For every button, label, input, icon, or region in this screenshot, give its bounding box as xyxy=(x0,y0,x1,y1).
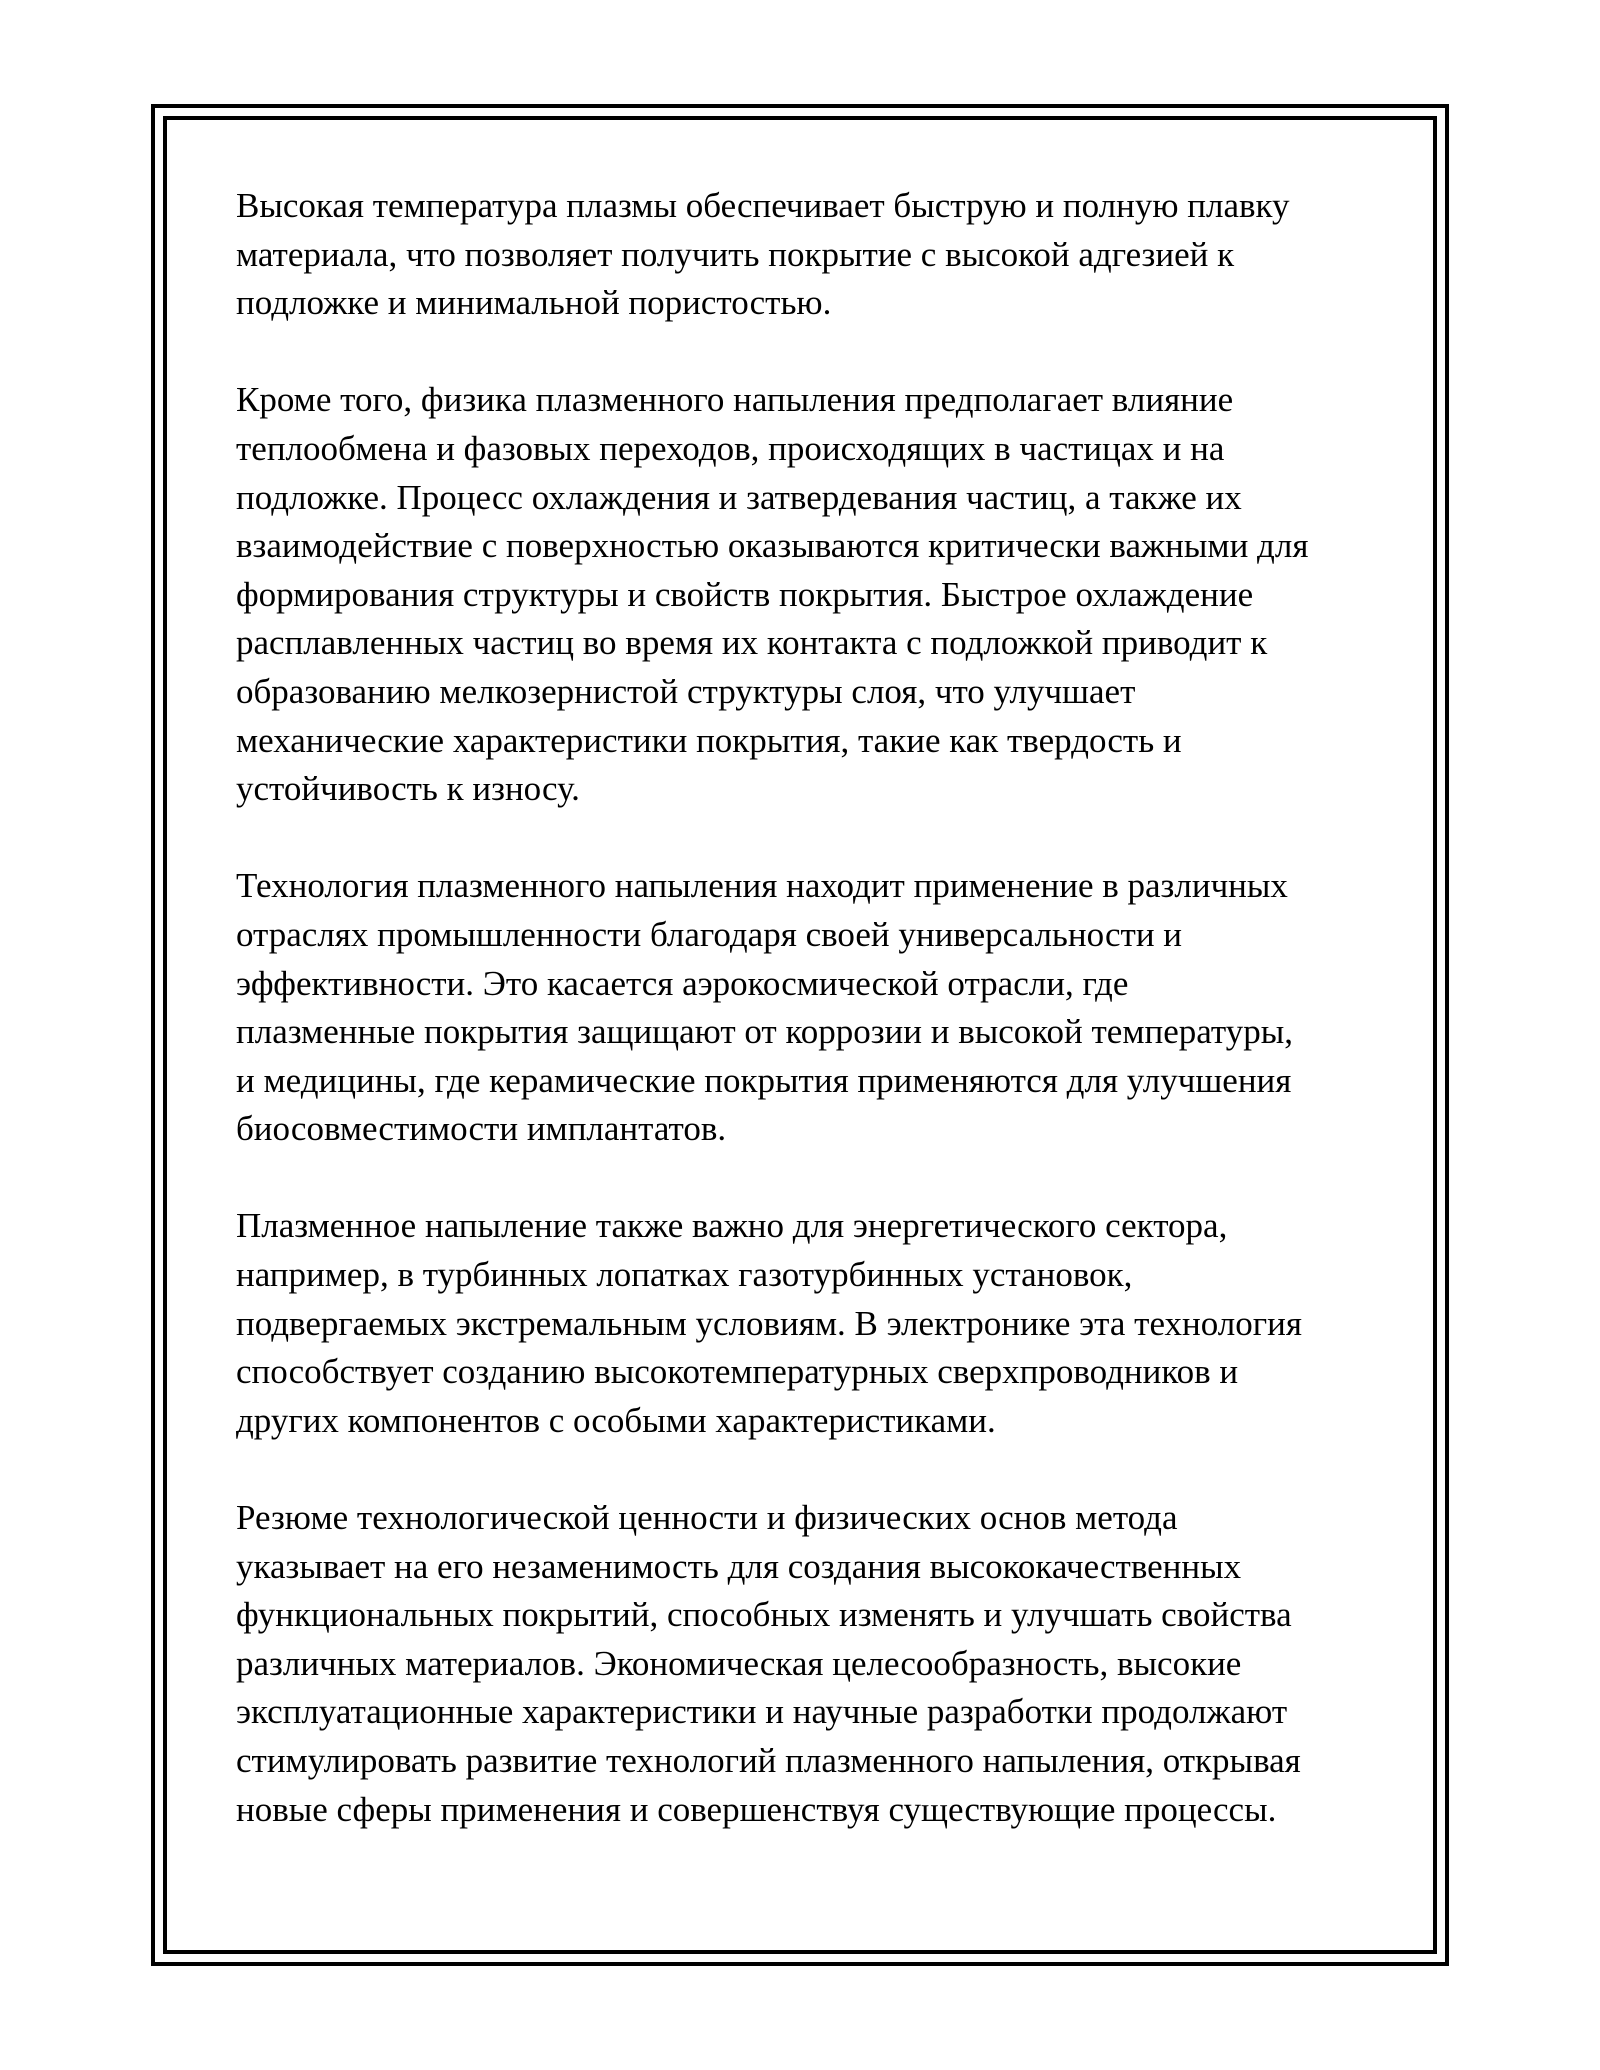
text-line: указывает на его незаменимость для создания высококачественных xyxy=(236,1546,1242,1586)
text-line: материала, что позволяет получить покрытие с высокой адгезией к xyxy=(236,234,1235,274)
text-line: стимулировать развитие технологий плазменного напыления, открывая xyxy=(236,1741,1301,1780)
text-line: взаимодействие с поверхностью оказываются критически важными для xyxy=(236,526,1309,566)
text-line: Технология плазменного напыления находит применение в различных xyxy=(236,866,1288,906)
text-line: Высокая температура плазмы обеспечивает быструю и полную плавку xyxy=(236,186,1290,225)
text-line: подложке и минимальной пористостью. xyxy=(236,283,832,323)
text-line: различных материалов. Экономическая целесообразность, высокие xyxy=(236,1643,1242,1683)
text-line: Кроме того, физика плазменного напыления предполагает влияние xyxy=(236,380,1234,420)
text-line: подвергаемых экстремальным условиям. В электронике эта технология xyxy=(236,1303,1302,1343)
text-line: других компонентов с особыми характеристиками. xyxy=(236,1400,996,1440)
text-line: расплавленных частиц во время их контакта с подложкой приводит к xyxy=(236,623,1268,663)
text-line: отраслях промышленности благодаря своей универсальности и xyxy=(236,914,1183,954)
paragraph-3 xyxy=(236,862,1376,1154)
text-line: Плазменное напыление также важно для энергетического сектора, xyxy=(236,1206,1228,1246)
text-line: подложке. Процесс охлаждения и затвердевания частиц, а также их xyxy=(236,477,1242,517)
paragraph-1 xyxy=(236,182,1376,328)
text-line: функциональных покрытий, способных изменять и улучшать свойства xyxy=(236,1595,1292,1635)
text-line: биосовместимости имплантатов. xyxy=(236,1109,727,1149)
text-line: образованию мелкозернистой структуры слоя, что улучшает xyxy=(236,671,1136,711)
text-line: новые сферы применения и совершенствуя существующие процессы. xyxy=(236,1789,1277,1829)
text-line: способствует созданию высокотемпературных сверхпроводников и xyxy=(236,1352,1239,1392)
text-line: и медицины, где керамические покрытия применяются для улучшения xyxy=(236,1060,1292,1100)
text-line: устойчивость к износу. xyxy=(236,769,580,809)
text-line: Резюме технологической ценности и физических основ метода xyxy=(236,1498,1178,1538)
text-line: теплообмена и фазовых переходов, происходящих в частицах и на xyxy=(236,428,1225,468)
text-line: например, в турбинных лопатках газотурбинных установок, xyxy=(236,1255,1133,1295)
text-line: эффективности. Это касается аэрокосмической отрасли, где xyxy=(236,963,1129,1003)
text-line: эксплуатационные характеристики и научные разработки продолжают xyxy=(236,1692,1288,1732)
text-line: механические характеристики покрытия, такие как твердость и xyxy=(236,720,1182,760)
paragraph-4 xyxy=(236,1202,1376,1445)
document-body xyxy=(236,182,1376,1883)
paragraph-2 xyxy=(236,376,1376,813)
text-line: плазменные покрытия защищают от коррозии и высокой температуры, xyxy=(236,1012,1293,1052)
paragraph-5 xyxy=(236,1494,1376,1834)
text-line: формирования структуры и свойств покрытия. Быстрое охлаждение xyxy=(236,574,1254,614)
